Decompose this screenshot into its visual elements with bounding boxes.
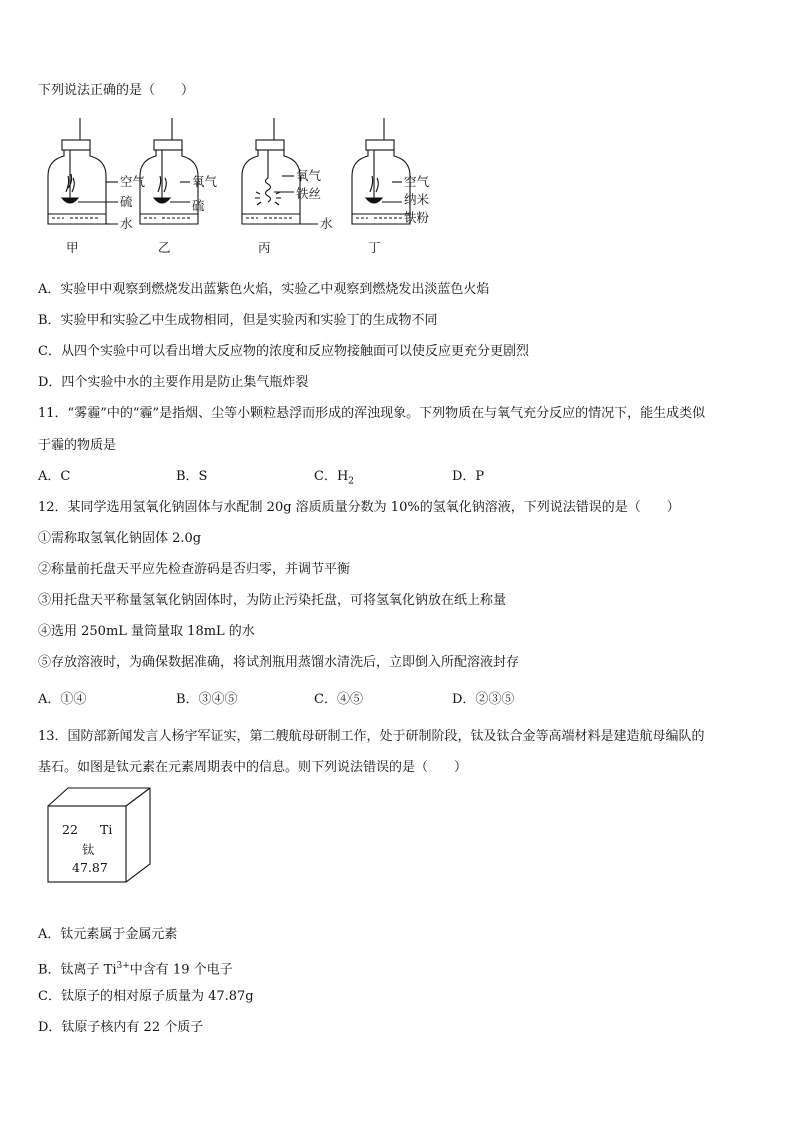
q11-option-b: B．S [176,469,208,484]
jar-bing-name: 丙 [258,240,271,255]
q13-stem-line2: 基石。如图是钛元素在元素周期表中的信息。则下列说法错误的是（ ） [38,760,468,775]
jar-ding-label-gas: 空气 [404,174,430,189]
q12-statement-3: ③用托盘天平称量氢氧化钠固体时，为防止污染托盘，可将氢氧化钠放在纸上称量 [38,593,507,608]
jar-bing-label-gas: 氧气 [296,168,322,183]
jar-jia-label-gas: 空气 [120,174,146,189]
jar-yi [140,118,198,224]
jar-bing-label-sample: 铁丝 [296,186,322,201]
jar-yi-label-gas: 氧气 [192,174,218,189]
element-name: 钛 [82,842,95,857]
q12-option-a: A．①④ [38,692,87,707]
q13-stem-line1: 13．国防部新闻发言人杨宇军证实，第二艘航母研制工作，处于研制阶段，钛及钛合金等高端材料是建造航母编队的 [38,729,705,744]
element-atomic-number: 22 [62,822,78,837]
q10-stem: 下列说法正确的是（ ） [38,83,195,98]
q11-option-c: C．$H_2$ [314,469,355,487]
q13-option-c: C．钛原子的相对原子质量为 47.87g [38,989,254,1004]
q10-option-d: D．四个实验中水的主要作用是防止集气瓶炸裂 [38,375,309,390]
jar-ding-name: 丁 [368,240,381,255]
q12-option-b: B．③④⑤ [176,692,238,707]
q13-option-b: B．钛离子 $Ti^{3+}$中含有 19 个电子 [38,961,233,978]
jar-ding [352,118,410,224]
jar-jia-name: 甲 [66,240,79,255]
jar-ding-label-sample2: 铁粉 [404,210,430,225]
q11-stem-line2: 于霾的物质是 [38,438,117,453]
q11-option-d: D．P [452,469,485,484]
q11-stem-line1: 11．“雾霾”中的“霾”是指烟、尘等小颗粒悬浮而形成的浑浊现象。下列物质在与氧气充分反应的情况下，能生成类似 [38,406,706,421]
element-symbol: Ti [100,822,113,837]
jar-yi-label-sample: 硫 [192,198,205,213]
q12-stem: 12．某同学选用氢氧化钠固体与水配制 20g 溶质质量分数为 10%的氢氧化钠溶液，下列说法错误的是（ ） [38,500,680,515]
jar-bing-label-water: 水 [320,216,333,231]
q10-option-b: B．实验甲和实验乙中生成物相同，但是实验丙和实验丁的生成物不同 [38,313,438,328]
q12-statement-1: ①需称取氢氧化钠固体 2.0g [38,531,202,546]
q10-option-a: A．实验甲中观察到燃烧发出蓝紫色火焰，实验乙中观察到燃烧发出淡蓝色火焰 [38,282,490,297]
q11-option-a: A．C [38,469,71,484]
jar-jia [48,118,118,224]
q12-statement-5: ⑤存放溶液时，为确保数据准确，将试剂瓶用蒸馏水清洗后，立即倒入所配溶液封存 [38,655,520,670]
combustion-experiment-figure [30,118,450,258]
q13-option-d: D．钛原子核内有 22 个质子 [38,1020,204,1035]
q10-option-c: C．从四个实验中可以看出增大反应物的浓度和反应物接触面可以使反应更充分更剧烈 [38,344,529,359]
jar-ding-label-sample1: 纳米 [404,192,430,207]
jar-jia-label-sample: 硫 [120,194,133,209]
q13-option-a: A．钛元素属于金属元素 [38,927,178,942]
element-atomic-mass: 47.87 [72,860,108,875]
q12-option-d: D．②③⑤ [452,692,515,707]
q12-statement-2: ②称量前托盘天平应先检查游码是否归零，并调节平衡 [38,562,351,577]
jar-yi-name: 乙 [158,240,171,255]
jar-jia-label-water: 水 [120,216,133,231]
q12-statement-4: ④选用 250mL 量筒量取 18mL 的水 [38,624,255,639]
q12-option-c: C．④⑤ [314,692,363,707]
